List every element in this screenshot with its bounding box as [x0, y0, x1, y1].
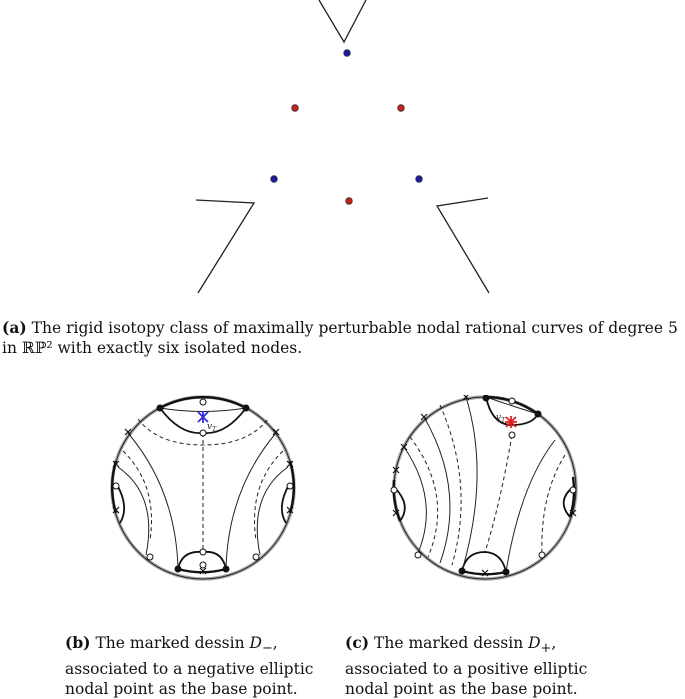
caption-a-text: The rigid isotopy class of maximally perturbable nodal rational curves of degree 5 in ℝℙ² with exactly six isolated nodes.: [2, 319, 678, 357]
curve-branch-right: [437, 198, 489, 293]
dessin-c-thin-edges: [404, 397, 555, 572]
dessin-d-minus: [98, 395, 308, 585]
red-node-bottom: [346, 198, 353, 205]
caption-c-pre: The marked dessin: [374, 634, 529, 652]
nodal-curve-figure: [0, 0, 685, 310]
caption-b-dessin-name: D: [249, 634, 262, 652]
blue-node-top: [344, 50, 351, 57]
caption-c-label: (c): [345, 633, 370, 652]
caption-b-label: (b): [65, 633, 91, 652]
caption-b-pre: The marked dessin: [95, 634, 250, 652]
dessin-b-dashed-edges: [123, 419, 283, 552]
curve-branch-left: [196, 200, 254, 293]
blue-node-right: [416, 176, 423, 183]
caption-c-dessin-name: D: [528, 634, 541, 652]
caption-a-label: (a): [2, 318, 27, 337]
curve-branches: [196, 0, 489, 293]
caption-b-post: , associated to a negative elliptic nodal point as the base point.: [65, 634, 314, 699]
caption-c: [345, 633, 630, 699]
dessin-c-vertex-label: $v_T$: [496, 413, 506, 424]
curve-branch-top: [319, 0, 366, 42]
isolated-nodes: [271, 50, 423, 205]
dessin-d-plus: [380, 395, 590, 585]
caption-c-sign: +: [540, 641, 552, 657]
dessin-b-vertex-label: $v_T$: [207, 422, 217, 433]
caption-b: [65, 633, 350, 699]
dessin-c-dashed-edges: [410, 405, 565, 565]
caption-b-sign: −: [261, 641, 273, 657]
caption-a: [2, 318, 685, 358]
caption-c-post: , associated to a positive elliptic nodal point as the base point.: [345, 634, 588, 699]
blue-node-left: [271, 176, 278, 183]
red-node-right: [398, 105, 405, 112]
dessin-c-base-point-marker: [505, 416, 517, 428]
red-node-left: [292, 105, 299, 112]
